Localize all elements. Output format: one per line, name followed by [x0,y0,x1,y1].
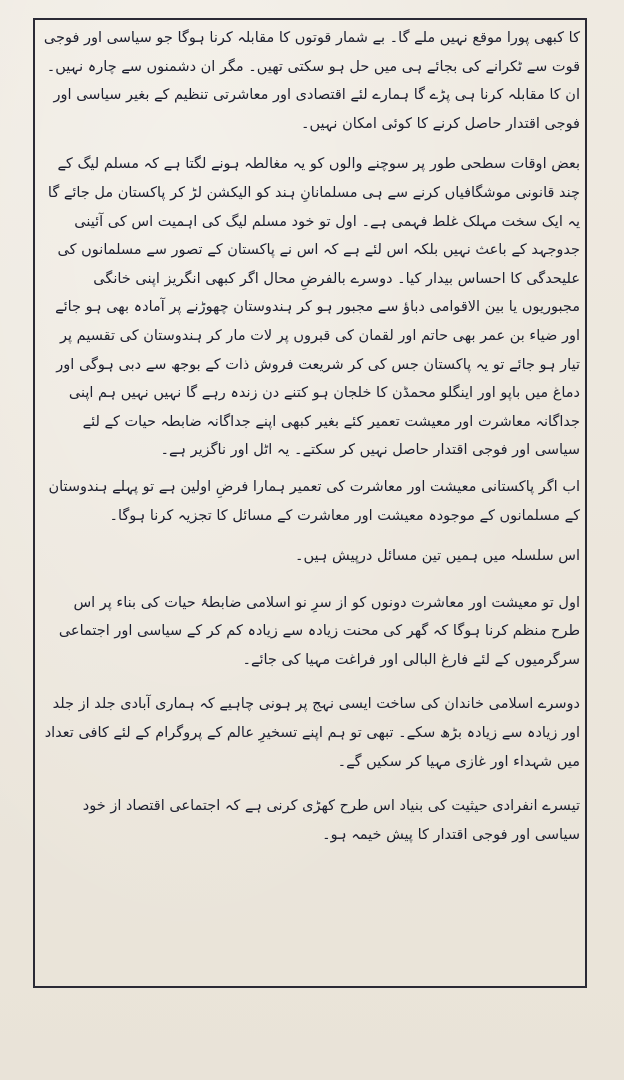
paragraph-7: تیسرے انفرادی حیثیت کی بنیاد اس طرح کھڑی کرنی ہے کہ اجتماعی اقتصاد از خود سیاسی اور فوجی اقتدار کا پیش خیمہ ہو۔ [82,798,580,843]
paragraph-2: بعض اوقات سطحی طور پر سوچنے والوں کو یہ مغالطہ ہونے لگتا ہے کہ مسلم لیگ کے چند قانونی موشگافیاں کرنے سے ہی مسلمانانِ ہند کو الیکشن لڑ کر پاکستان مل جائے گا یہ ایک سخت مہلک غلط فہمی ہے۔ اول تو خود مسلم لیگ کی اہمیت اس کی آئینی جدوجہد کے باعث نہیں بلکہ اس لئے ہے کہ اس نے پاکستان کے تصور سے مسلمانوں کی علیحدگی کا احساس بیدار کیا۔ دوسرے بالفرضِ محال اگر کبھی انگریز اپنی خانگی مجبوریوں یا بین الاقوامی دباؤ سے مجبور ہو کر ہندوستان چھوڑنے پر آمادہ بھی ہو جائے اور ضیاء بن عمر بھی حاتم اور لقمان کی قبروں پر لات مار کر ہندوستان کی تقسیم پر تیار ہو جائے تو یہ پاکستان جس کی کر شریعت فروش ذات کے بوجھ سے دبی ہوگی اور دماغ میں باپو اور اینگلو محمڈن کا خلجان ہو کتنے دن زندہ رہے گا نہیں نہیں ہم اپنی جداگانہ معاشرت اور معیشت تعمیر کئے بغیر کبھی اپنے جداگانہ ضابطہ حیات کے لئے سیاسی اور فوجی اقتدار حاصل نہیں کر سکتے۔ یہ اٹل اور ناگزیر ہے۔ [47,156,580,459]
paragraph-6: دوسرے اسلامی خاندان کی ساخت ایسی نہج پر ہونی چاہیے کہ ہماری آبادی جلد از جلد اور زیادہ سے زیادہ بڑھ سکے۔ تبھی تو ہم اپنے تسخیرِ عالم کے پروگرام کے لئے کافی تعداد میں شہداء اور غازی مہیا کر سکیں گے۔ [44,696,580,770]
paragraph-4: اس سلسلہ میں ہمیں تین مسائل درپیش ہیں۔ [295,548,580,565]
paragraph-5: اول تو معیشت اور معاشرت دونوں کو از سرِ نو اسلامی ضابطۂ حیات کی بناء پر اس طرح منظم کرنا ہوگا کہ گھر کی محنت زیادہ سے زیادہ کم کر کے سیاسی اور اجتماعی سرگرمیوں کے لئے فارغ البالی اور فراغت مہیا کی جائے۔ [58,594,580,668]
paragraph-1: کا کبھی پورا موقع نہیں ملے گا۔ بے شمار قوتوں کا مقابلہ کرنا ہوگا جو سیاسی اور فوجی قوت سے ٹکرانے کی بجائے ہی میں حل ہو سکتی تھیں۔ مگر ان دشمنوں سے چارہ نہیں۔ ان کا مقابلہ کرنا ہی پڑے گا ہمارے لئے اقتصادی اور معاشرتی تنظیم کے بغیر سیاسی اور فوجی اقتدار حاصل کرنے کا کوئی امکان نہیں۔ [43,30,580,132]
paragraph-3: اب اگر پاکستانی معیشت اور معاشرت کی تعمیر ہمارا فرضِ اولین ہے تو پہلے ہندوستان کے مسلمانوں کے موجودہ معیشت اور معاشرت کے مسائل کا تجزیہ کرنا ہوگا۔ [48,478,580,524]
document-body [40,24,580,849]
